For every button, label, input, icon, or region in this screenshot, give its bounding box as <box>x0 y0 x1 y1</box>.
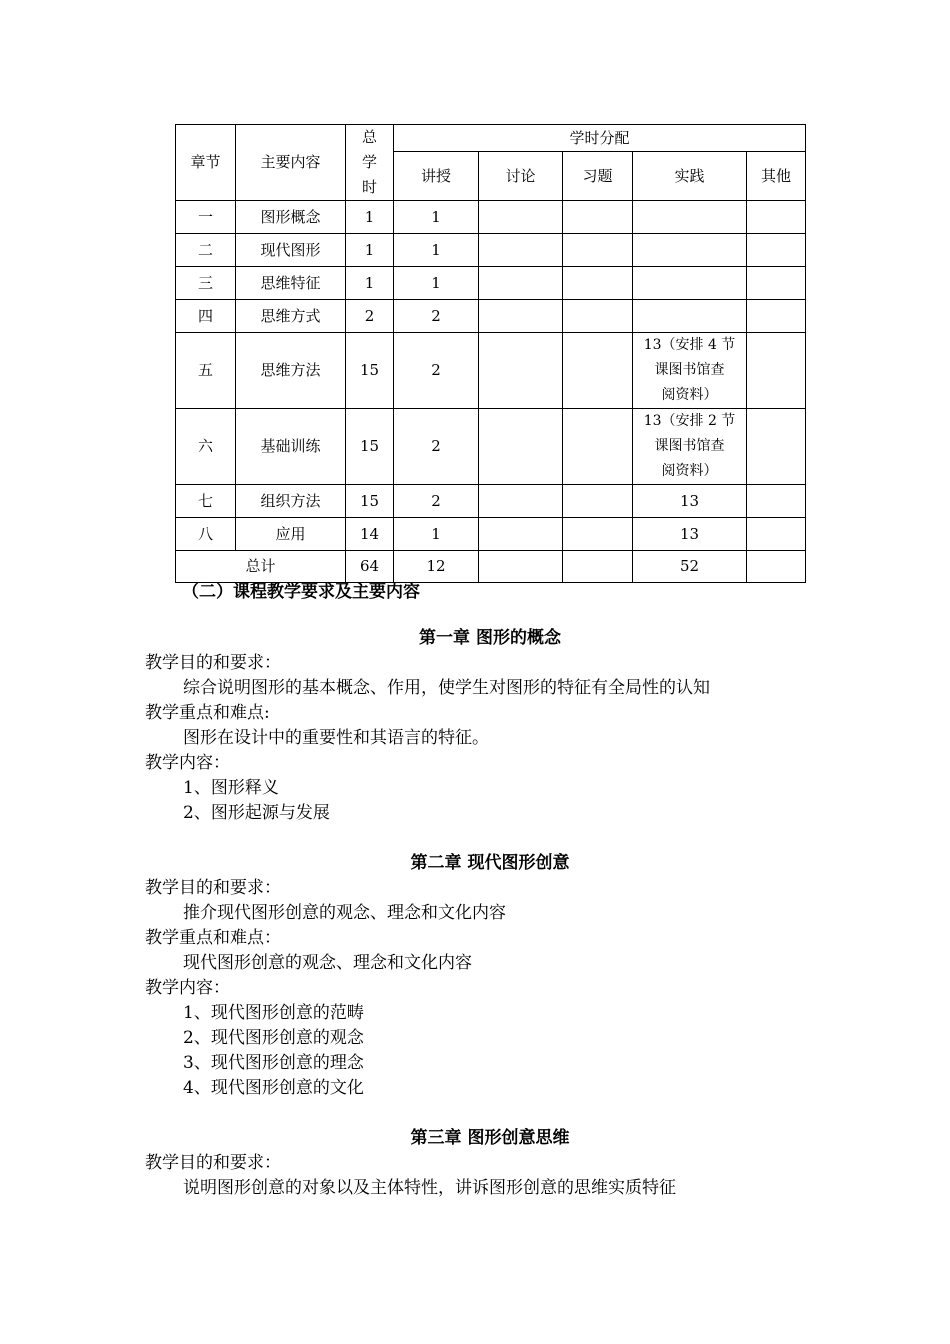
cell-content: 思维方式 <box>236 300 346 333</box>
cell-total: 15 <box>346 333 394 409</box>
key-label: 教学重点和难点: <box>145 703 270 723</box>
table-row <box>176 485 806 518</box>
total-lecture: 12 <box>394 551 479 583</box>
cell-chapter: 八 <box>176 518 236 551</box>
cell-total: 14 <box>346 518 394 551</box>
goal-label: 教学目的和要求： <box>145 653 281 673</box>
cell-total: 15 <box>346 409 394 485</box>
header-exercise: 习题 <box>563 152 633 201</box>
content-label: 教学内容： <box>145 978 230 998</box>
cell-content: 思维方法 <box>236 333 346 409</box>
cell-chapter: 六 <box>176 409 236 485</box>
header-lecture: 讲授 <box>394 152 479 201</box>
cell-practice <box>633 234 747 267</box>
cell-lecture: 2 <box>394 409 479 485</box>
cell-content: 基础训练 <box>236 409 346 485</box>
cell-practice <box>633 267 747 300</box>
cell-lecture: 1 <box>394 234 479 267</box>
cell-lecture: 2 <box>394 300 479 333</box>
key-text: 图形在设计中的重要性和其语言的特征。 <box>183 728 489 748</box>
header-allocation: 学时分配 <box>394 125 806 152</box>
header-discussion: 讨论 <box>479 152 563 201</box>
cell-total: 1 <box>346 201 394 234</box>
cell-lecture: 2 <box>394 333 479 409</box>
cell-chapter: 七 <box>176 485 236 518</box>
header-practice: 实践 <box>633 152 747 201</box>
cell-practice: 13（安排 2 节 课图书馆查 阅资料） <box>633 409 747 485</box>
key-label: 教学重点和难点： <box>145 928 281 948</box>
total-label: 总计 <box>176 551 346 583</box>
cell-content: 组织方法 <box>236 485 346 518</box>
cell-lecture: 1 <box>394 267 479 300</box>
section-title: （二）课程教学要求及主要内容 <box>182 582 420 602</box>
cell-content: 应用 <box>236 518 346 551</box>
list-item: 3、现代图形创意的理念 <box>183 1053 364 1073</box>
table-row <box>176 267 806 300</box>
list-item: 4、现代图形创意的文化 <box>183 1078 364 1098</box>
cell-total: 1 <box>346 234 394 267</box>
cell-practice <box>633 300 747 333</box>
header-chapter: 章节 <box>176 125 236 201</box>
table-row <box>176 234 806 267</box>
table-row <box>176 518 806 551</box>
cell-total: 2 <box>346 300 394 333</box>
cell-chapter: 一 <box>176 201 236 234</box>
chapter-title: 第二章 现代图形创意 <box>410 853 570 873</box>
cell-lecture: 2 <box>394 485 479 518</box>
cell-practice: 13 <box>633 518 747 551</box>
total-practice: 52 <box>633 551 747 583</box>
content-label: 教学内容： <box>145 753 230 773</box>
cell-total: 15 <box>346 485 394 518</box>
course-hours-table <box>175 124 806 583</box>
cell-chapter: 二 <box>176 234 236 267</box>
cell-lecture: 1 <box>394 201 479 234</box>
cell-chapter: 五 <box>176 333 236 409</box>
cell-chapter: 四 <box>176 300 236 333</box>
goal-label: 教学目的和要求： <box>145 1153 281 1173</box>
cell-chapter: 三 <box>176 267 236 300</box>
cell-practice: 13 <box>633 485 747 518</box>
table-row <box>176 409 806 485</box>
header-total-hours: 总 学 时 <box>346 125 394 201</box>
cell-practice <box>633 201 747 234</box>
goal-label: 教学目的和要求： <box>145 878 281 898</box>
cell-content: 图形概念 <box>236 201 346 234</box>
header-other: 其他 <box>747 152 806 201</box>
list-item: 2、图形起源与发展 <box>183 803 330 823</box>
table-row <box>176 300 806 333</box>
cell-lecture: 1 <box>394 518 479 551</box>
chapter-title: 第一章 图形的概念 <box>419 628 561 648</box>
header-main-content: 主要内容 <box>236 125 346 201</box>
cell-content: 现代图形 <box>236 234 346 267</box>
goal-text: 说明图形创意的对象以及主体特性，讲诉图形创意的思维实质特征 <box>183 1178 676 1198</box>
cell-total: 1 <box>346 267 394 300</box>
cell-practice: 13（安排 4 节 课图书馆查 阅资料） <box>633 333 747 409</box>
cell-content: 思维特征 <box>236 267 346 300</box>
goal-text: 综合说明图形的基本概念、作用，使学生对图形的特征有全局性的认知 <box>183 678 710 698</box>
list-item: 1、图形释义 <box>183 778 279 798</box>
course-content <box>145 576 835 1201</box>
table-row <box>176 201 806 234</box>
total-hours: 64 <box>346 551 394 583</box>
goal-text: 推介现代图形创意的观念、理念和文化内容 <box>183 903 506 923</box>
table-row <box>176 333 806 409</box>
list-item: 2、现代图形创意的观念 <box>183 1028 364 1048</box>
key-text: 现代图形创意的观念、理念和文化内容 <box>183 953 472 973</box>
list-item: 1、现代图形创意的范畴 <box>183 1003 364 1023</box>
chapter-title: 第三章 图形创意思维 <box>410 1128 570 1148</box>
